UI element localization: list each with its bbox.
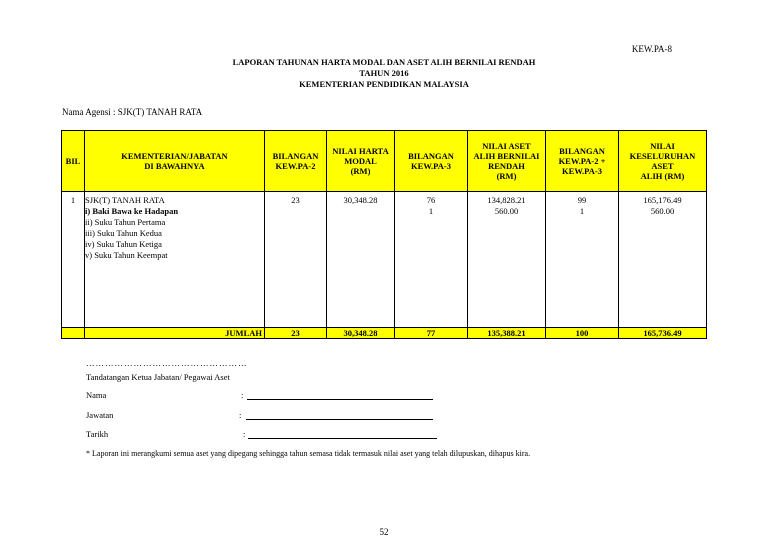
total-label: JUMLAH (85, 328, 265, 339)
cell-bil: 1 (62, 192, 85, 328)
header-bil: BIL (62, 131, 85, 192)
total-bil-kew-pa2: 23 (265, 328, 327, 339)
cell-bil-total: 99 1 (546, 192, 619, 328)
header-bil-total: BILANGAN KEW.PA-2 + KEW.PA-3 (546, 131, 619, 192)
agency-name: Nama Agensi : SJK(T) TANAH RATA (62, 107, 203, 117)
asset-report-table (61, 130, 707, 339)
header-bil-kew-pa3: BILANGAN KEW.PA-3 (395, 131, 468, 192)
cell-bil-kew-pa2: 23 (265, 192, 327, 328)
signature-dotted-line: …………………………………………… (86, 358, 248, 368)
form-code: KEW.PA-8 (631, 44, 672, 54)
table-row (62, 192, 707, 328)
report-titles (0, 57, 768, 90)
footnote: * Laporan ini merangkumi semua aset yang dipegang sehingga tahun semasa tidak termasuk nilai aset yang telah dilupuskan, dihapus kira. (86, 449, 531, 458)
total-nilai-harta-modal: 30,348.28 (327, 328, 395, 339)
nama-input-line[interactable] (247, 399, 433, 400)
total-bil-empty (62, 328, 85, 339)
list-item: ii) Suku Tahun Pertama (85, 217, 166, 227)
tarikh-input-line[interactable] (248, 438, 437, 439)
cell-nilai-keseluruhan: 165,176.49 560.00 (619, 192, 707, 328)
agency-row-name: SJK(T) TANAH RATA (85, 195, 165, 205)
list-item: iv) Suku Tahun Ketiga (85, 239, 162, 249)
list-item: i) Baki Bawa ke Hadapan (85, 206, 179, 216)
header-nilai-keseluruhan: NILAI KESELURUHAN ASET ALIH (RM) (619, 131, 707, 192)
field-label-jawatan: Jawatan (86, 410, 114, 420)
cell-name (85, 192, 265, 328)
field-label-nama: Nama (86, 390, 107, 400)
report-year: TAHUN 2016 (359, 68, 409, 78)
total-bil-kew-pa3: 77 (395, 328, 468, 339)
report-ministry: KEMENTERIAN PENDIDIKAN MALAYSIA (299, 79, 469, 89)
signature-title: Tandatangan Ketua Jabatan/ Pegawai Aset (86, 372, 230, 382)
header-nilai-harta-modal: NILAI HARTA MODAL (RM) (327, 131, 395, 192)
cell-bil-kew-pa3: 76 1 (395, 192, 468, 328)
field-label-tarikh: Tarikh (86, 429, 109, 439)
jawatan-input-line[interactable] (246, 419, 433, 420)
field-colon: : (243, 429, 246, 439)
field-colon: : (241, 390, 244, 400)
total-nilai-aset-alih: 135,388.21 (468, 328, 546, 339)
list-item: v) Suku Tahun Keempat (85, 250, 168, 260)
header-bil-kew-pa2: BILANGAN KEW.PA-2 (265, 131, 327, 192)
report-title: LAPORAN TAHUNAN HARTA MODAL DAN ASET ALIH BERNILAI RENDAH (232, 57, 536, 67)
totals-row (62, 328, 707, 339)
quarter-list (85, 206, 264, 261)
field-colon: : (239, 410, 242, 420)
page-number: 52 (379, 527, 389, 537)
total-bil-total: 100 (546, 328, 619, 339)
table-header-row (62, 131, 707, 192)
header-nilai-aset-alih: NILAI ASET ALIH BERNILAI RENDAH (RM) (468, 131, 546, 192)
list-item: iii) Suku Tahun Kedua (85, 228, 162, 238)
header-kementerian: KEMENTERIAN/JABATAN DI BAWAHNYA (85, 131, 265, 192)
cell-nilai-harta-modal: 30,348.28 (327, 192, 395, 328)
total-nilai-keseluruhan: 165,736.49 (619, 328, 707, 339)
cell-nilai-aset-alih: 134,828.21 560.00 (468, 192, 546, 328)
